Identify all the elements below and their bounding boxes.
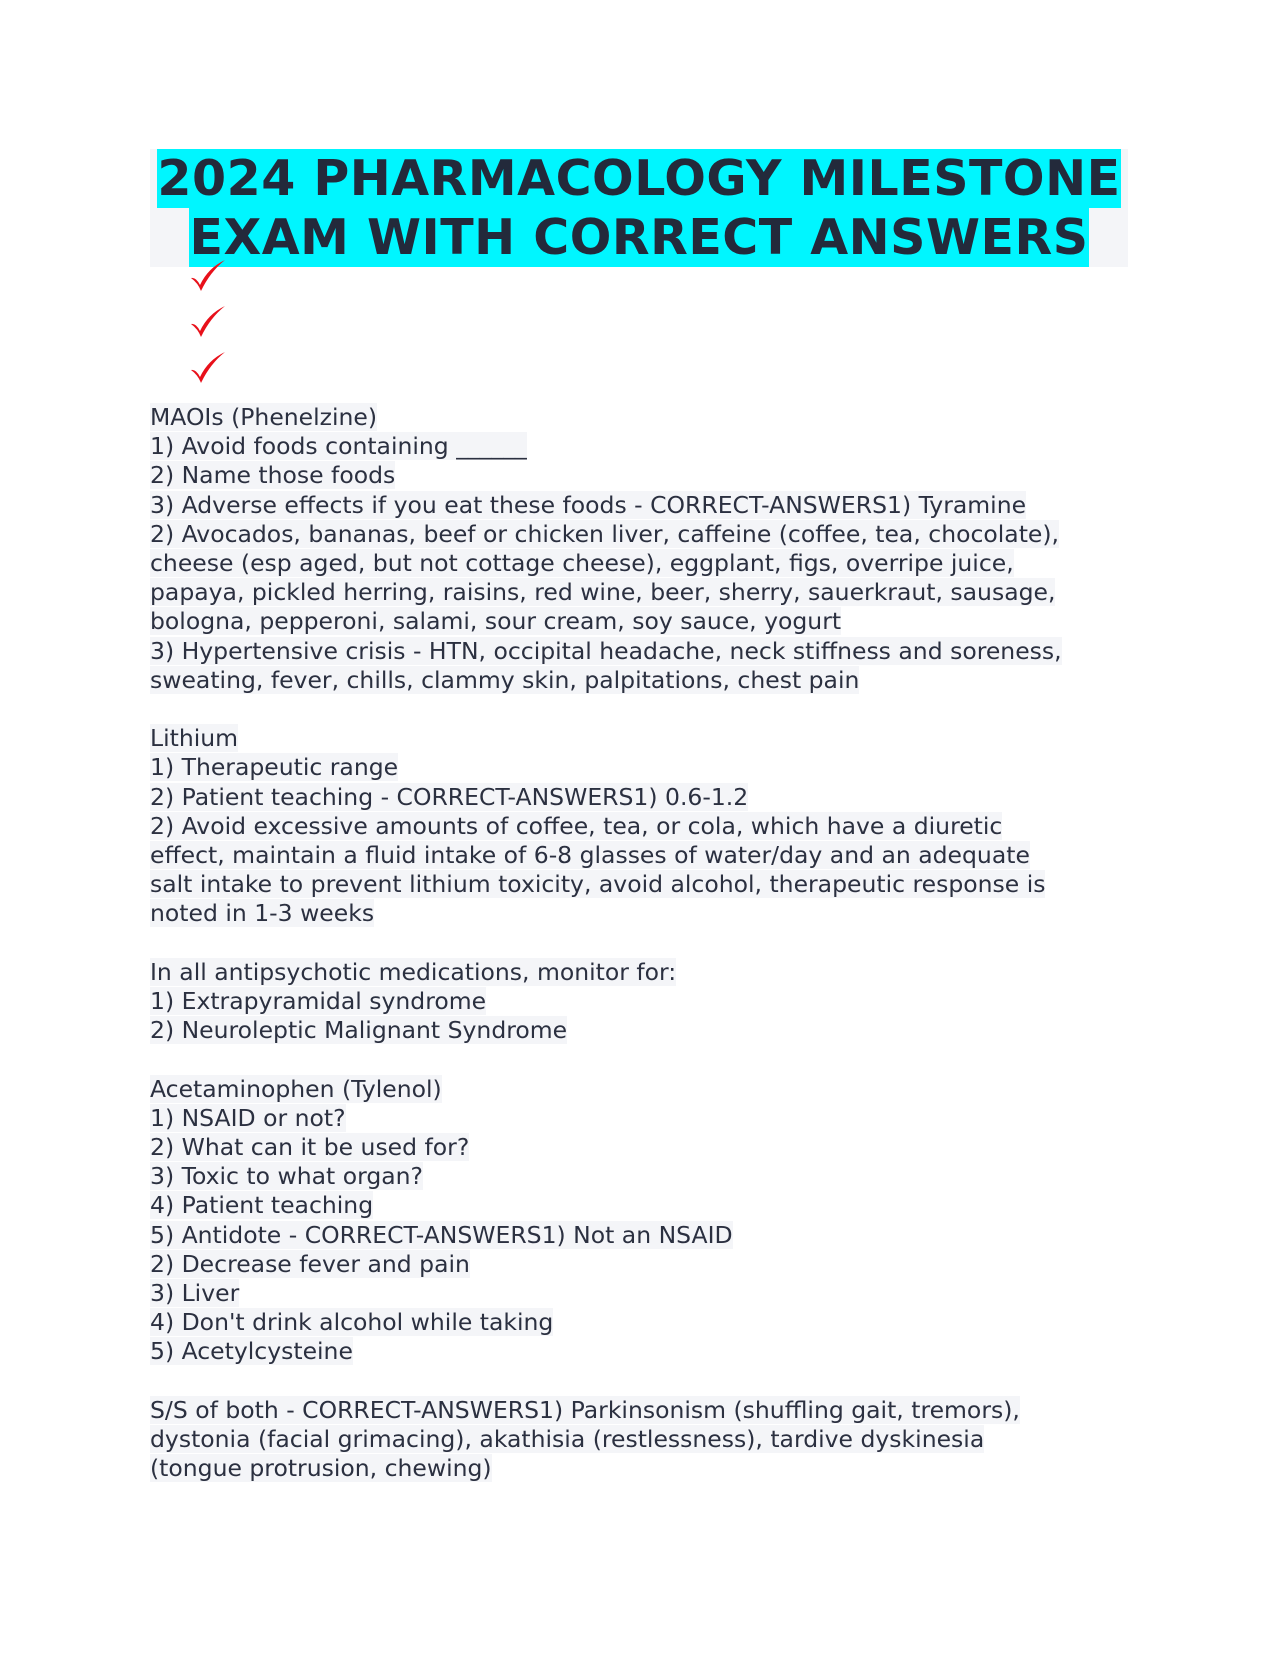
text-line: noted in 1-3 weeks: [150, 899, 375, 928]
text-line: Acetaminophen (Tylenol): [150, 1074, 442, 1103]
text-line: 1) Avoid foods containing ______: [150, 432, 527, 461]
section-acetaminophen: [150, 1075, 1130, 1367]
text-line: cheese (esp aged, but not cottage cheese), eggplant, figs, overripe juice,: [150, 549, 1014, 578]
text-line: 2) Avocados, bananas, beef or chicken liver, caffeine (coffee, tea, chocolate),: [150, 519, 1060, 548]
checkmark-icon: [188, 304, 228, 340]
text-line: (tongue protrusion, chewing): [150, 1454, 492, 1483]
text-line: papaya, pickled herring, raisins, red wine, beer, sherry, sauerkraut, sausage,: [150, 578, 1056, 607]
text-line: 2) Name those foods: [150, 461, 396, 490]
section-lithium: [150, 724, 1130, 928]
text-line: 2) Patient teaching - CORRECT-ANSWERS1) 0.6-1.2: [150, 782, 749, 811]
text-line: 2) Neuroleptic Malignant Syndrome: [150, 1016, 568, 1045]
text-line: 2) What can it be used for?: [150, 1133, 470, 1162]
text-line: 3) Liver: [150, 1279, 240, 1308]
text-line: S/S of both - CORRECT-ANSWERS1) Parkinsonism (shuffling gait, tremors),: [150, 1395, 1020, 1424]
text-line: effect, maintain a fluid intake of 6-8 glasses of water/day and an adequate: [150, 841, 1030, 870]
text-line: 1) Extrapyramidal syndrome: [150, 987, 487, 1016]
text-line: 5) Acetylcysteine: [150, 1337, 353, 1366]
text-line: 4) Don't drink alcohol while taking: [150, 1308, 554, 1337]
text-line: 3) Hypertensive crisis - HTN, occipital headache, neck stiffness and soreness,: [150, 636, 1062, 665]
text-line: 3) Adverse effects if you eat these foods - CORRECT-ANSWERS1) Tyramine: [150, 490, 1027, 519]
document-body: [150, 403, 1130, 1483]
text-line: salt intake to prevent lithium toxicity, avoid alcohol, therapeutic response is: [150, 870, 1046, 899]
text-line: 1) NSAID or not?: [150, 1103, 346, 1132]
text-line: 1) Therapeutic range: [150, 753, 399, 782]
text-line: sweating, fever, chills, clammy skin, palpitations, chest pain: [150, 665, 860, 694]
title-line-2: EXAM WITH CORRECT ANSWERS: [189, 209, 1089, 266]
document-title: [150, 149, 1128, 267]
text-line: MAOIs (Phenelzine): [150, 403, 378, 431]
text-line: 3) Toxic to what organ?: [150, 1162, 424, 1191]
text-line: 4) Patient teaching: [150, 1191, 374, 1220]
checkmark-group: [188, 258, 248, 396]
section-maoi: [150, 403, 1130, 695]
section-ss-both: [150, 1396, 1130, 1484]
title-line-1: 2024 PHARMACOLOGY MILESTONE: [157, 150, 1121, 207]
text-line: bologna, pepperoni, salami, sour cream, soy sauce, yogurt: [150, 607, 842, 636]
section-antipsychotic: [150, 958, 1130, 1046]
text-line: Lithium: [150, 724, 239, 753]
text-line: 2) Decrease fever and pain: [150, 1249, 470, 1278]
text-line: dystonia (facial grimacing), akathisia (restlessness), tardive dyskinesia: [150, 1425, 985, 1454]
text-line: In all antipsychotic medications, monitor for:: [150, 957, 677, 986]
text-line: 2) Avoid excessive amounts of coffee, tea, or cola, which have a diuretic: [150, 811, 1003, 840]
checkmark-icon: [188, 258, 228, 294]
text-line: 5) Antidote - CORRECT-ANSWERS1) Not an NSAID: [150, 1220, 733, 1249]
checkmark-icon: [188, 350, 228, 386]
